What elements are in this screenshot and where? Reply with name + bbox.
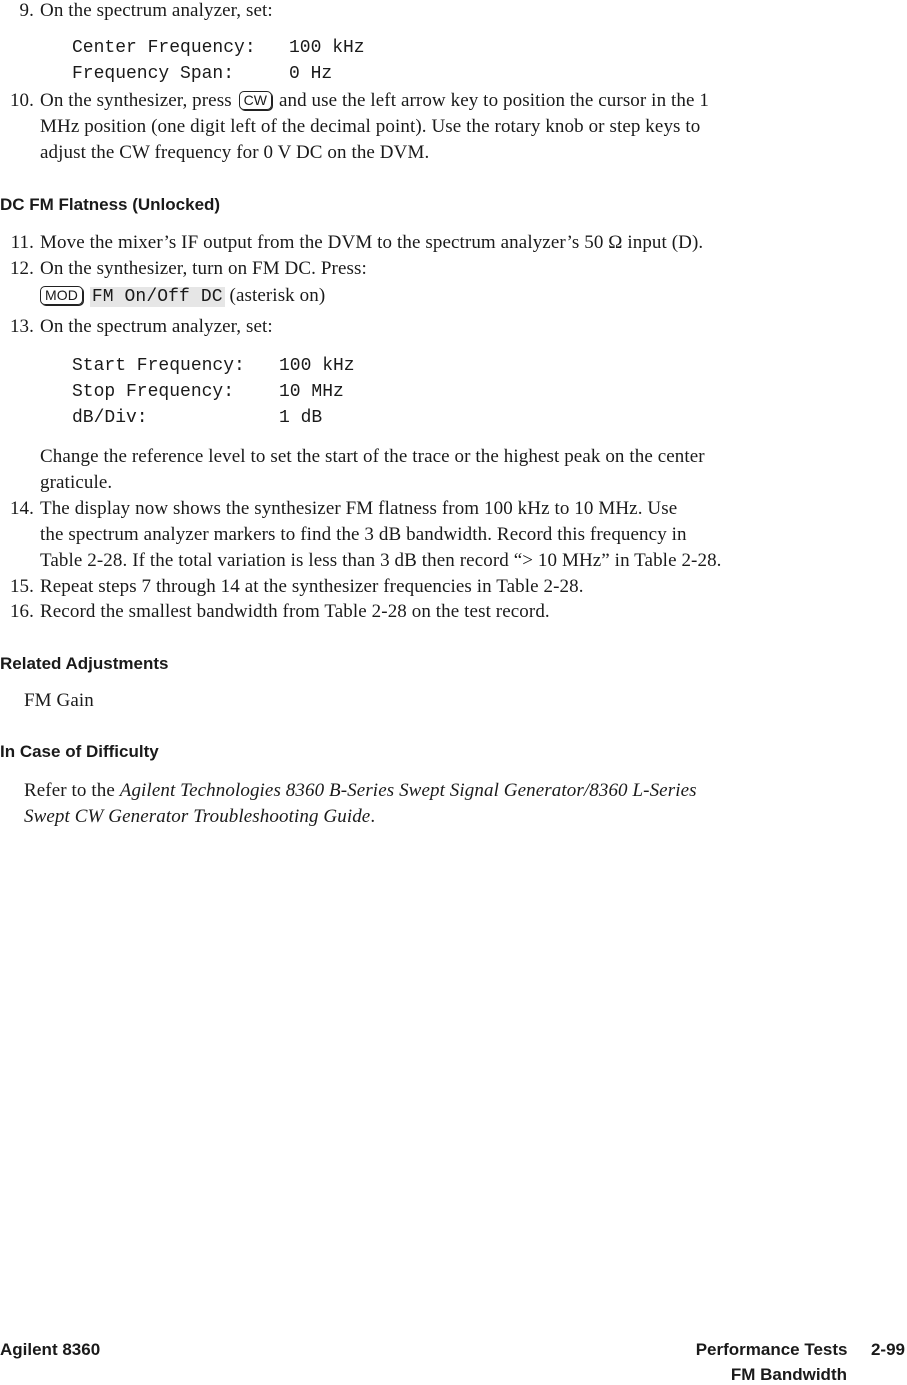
setting-value: 100 kHz	[289, 38, 365, 58]
step-number: 16.	[9, 601, 34, 622]
footer-subsection-title: FM Bandwidth	[730, 1365, 847, 1384]
section-heading-dc-fm-flatness: DC FM Flatness (Unlocked)	[0, 195, 221, 214]
setting-value: 100 kHz	[279, 356, 355, 376]
step-text: On the spectrum analyzer, set:	[40, 0, 273, 21]
step-11	[0, 232, 907, 256]
setting-value: 1 dB	[279, 408, 323, 428]
setting-value: 0 Hz	[289, 64, 333, 84]
footer-section-title: Performance Tests	[695, 1340, 848, 1359]
footer-product-name: Agilent 8360	[0, 1340, 101, 1359]
footer-section-line	[696, 1340, 905, 1360]
mod-key-icon: MOD	[40, 286, 83, 305]
step-text: Move the mixer’s IF output from the DVM to the spectrum analyzer’s 50 Ω input (D).	[40, 232, 704, 253]
setting-value: 10 MHz	[279, 382, 344, 402]
step-14	[0, 498, 907, 578]
step-number: 12.	[9, 258, 34, 279]
setting-label: Center Frequency:	[72, 38, 256, 58]
related-adjustment-item: FM Gain	[24, 690, 94, 711]
paragraph-line-1	[24, 780, 697, 802]
step-number: 15.	[9, 576, 34, 597]
step-text-line-3: Table 2-28. If the total variation is less than 3 dB then record “> 10 MHz” in Table 2-28.	[40, 550, 722, 571]
step-text: On the spectrum analyzer, set:	[40, 316, 273, 337]
footer-page-info	[696, 1340, 905, 1385]
step-text-line-1	[40, 90, 709, 112]
step-10	[0, 90, 907, 170]
keypress-note: (asterisk on)	[229, 285, 326, 306]
section-heading-related-adjustments: Related Adjustments	[0, 654, 169, 673]
step-15	[0, 576, 907, 600]
setting-label: dB/Div:	[72, 408, 148, 428]
note-line-2: graticule.	[40, 472, 113, 493]
step-text-line-2: MHz position (one digit left of the decimal point). Use the rotary knob or step keys to	[40, 116, 701, 137]
guide-title: Swept CW Generator Troubleshooting Guide	[24, 806, 371, 827]
note-line-1: Change the reference level to set the start of the trace or the highest peak on the center	[40, 446, 705, 467]
step-12	[0, 258, 907, 310]
setting-label: Start Frequency:	[72, 356, 245, 376]
step-number: 13.	[9, 316, 34, 337]
step-13	[0, 316, 907, 340]
softkey-fm-on-off-dc: FM On/Off DC	[91, 287, 223, 307]
paragraph-line-2	[24, 806, 375, 828]
paragraph-text: Refer to the	[24, 780, 115, 801]
guide-title: Agilent Technologies 8360 B-Series Swept Signal Generator/8360 L-Series	[119, 780, 697, 801]
step-text-line-2: the spectrum analyzer markers to find the 3 dB bandwidth. Record this frequency in	[40, 524, 687, 545]
section-heading-in-case-of-difficulty: In Case of Difficulty	[0, 742, 159, 761]
step-number: 11.	[10, 232, 34, 253]
step-text: On the synthesizer, turn on FM DC. Press:	[40, 258, 367, 279]
step-text: Record the smallest bandwidth from Table 2-28 on the test record.	[40, 601, 550, 622]
step-text-line-3: adjust the CW frequency for 0 V DC on the DVM.	[40, 142, 430, 163]
difficulty-paragraph	[24, 780, 904, 832]
step-text: and use the left arrow key to position the cursor in the 1	[278, 90, 709, 111]
footer-page-number: 2-99	[870, 1340, 905, 1359]
step-number: 14.	[9, 498, 34, 519]
step-16	[0, 601, 907, 625]
paragraph-text: .	[370, 806, 376, 827]
step-number: 9.	[19, 0, 34, 21]
keypress-sequence	[38, 285, 325, 307]
step-number: 10.	[9, 90, 34, 111]
setting-label: Frequency Span:	[72, 64, 235, 84]
cw-key-icon: CW	[239, 91, 273, 110]
step-text: On the synthesizer, press	[40, 90, 232, 111]
setting-label: Stop Frequency:	[72, 382, 235, 402]
step-13-note	[40, 446, 900, 498]
step-text-line-1: The display now shows the synthesizer FM flatness from 100 kHz to 10 MHz. Use	[40, 498, 678, 519]
step-9	[0, 0, 907, 24]
step-text: Repeat steps 7 through 14 at the synthesizer frequencies in Table 2-28.	[40, 576, 584, 597]
